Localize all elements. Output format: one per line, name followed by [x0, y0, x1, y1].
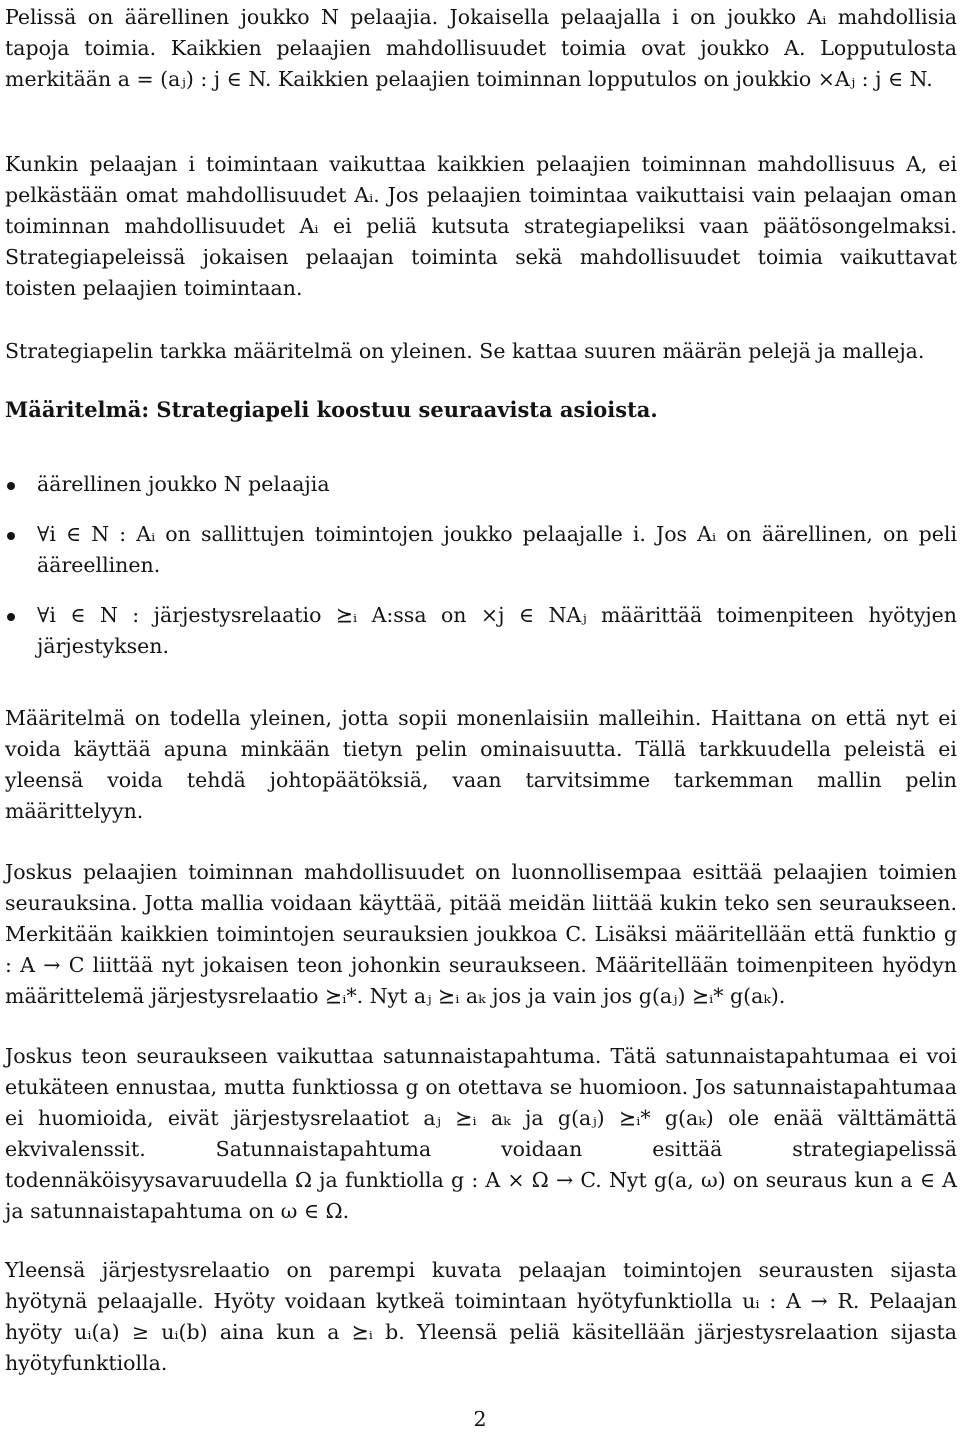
bullet-icon	[7, 482, 15, 490]
bullet-icon	[7, 532, 15, 540]
paragraph-players-intro: Pelissä on äärellinen joukko N pelaajia. Jokaisella pelaajalla i on joukko Aᵢ mahdollisia tapoja toimia. Kaikkien pelaajien mahdollisuudet toimia ovat joukko A. Lopputulosta merkitään a = (aⱼ) : j ∈ N. Kaikkien pelaajien toiminnan lopputulos on joukkio ×Aⱼ : j ∈ N.	[5, 5, 957, 91]
paragraph-strategic-interaction: Kunkin pelaajan i toimintaan vaikuttaa kaikkien pelaajien toiminnan mahdollisuus A, ei pelkästään omat mahdollisuudet Aᵢ. Jos pelaajien toimintaa vaikuttaisi vain pelaajan oman toiminnan mahdollisuudet Aᵢ ei peliä kutsuta strategiapeliksi vaan päätösongelmaksi. Strategiapeleissä jokaisen pelaajan toiminta sekä mahdollisuudet toimia vaikuttavat toisten pelaajien toimintaan.	[5, 152, 957, 300]
paragraph-random-events: Joskus teon seuraukseen vaikuttaa satunnaistapahtuma. Tätä satunnaistapahtumaa ei voi etukäteen ennustaa, mutta funktiossa g on otettava se huomioon. Jos satunnaistapahtumaa ei huomioida, eivät järjestysrelaatiot aⱼ ⪰ᵢ aₖ ja g(aⱼ) ⪰ᵢ* g(aₖ) ole enää välttämättä ekvivalenssit. Satunnaistapahtuma voidaan esittää strategiapelissä todennäköisyysavaruudella Ω ja funktiolla g : A × Ω → C. Nyt g(a, ω) on seuraus kun a ∈ A ja satunnaistapahtuma on ω ∈ Ω.	[5, 1044, 957, 1223]
definition-bullet-list	[5, 469, 957, 662]
bullet-text: äärellinen joukko N pelaajia	[37, 472, 330, 496]
bullet-icon	[7, 613, 15, 621]
list-item	[5, 600, 957, 662]
list-item	[5, 519, 957, 581]
paragraph-utility-function: Yleensä järjestysrelaatio on parempi kuvata pelaajan toimintojen seurausten sijasta hyötynä pelaajalle. Hyöty voidaan kytkeä toimintaan hyötyfunktiolla uᵢ : A → R. Pelaajan hyöty uᵢ(a) ≥ uᵢ(b) aina kun a ⪰ᵢ b. Yleensä peliä käsitellään järjestysrelaation sijasta hyötyfunktiolla.	[5, 1258, 957, 1375]
paragraph-definition-remark: Määritelmä on todella yleinen, jotta sopii monenlaisiin malleihin. Haittana on että nyt ei voida käyttää apuna minkään tietyn pelin ominaisuutta. Tällä tarkkuudella peleistä ei yleensä voida tehdä johtopäätöksiä, vaan tarvitsimme tarkemman mallin pelin määrittelyyn.	[5, 706, 957, 823]
list-item	[5, 469, 957, 500]
bullet-text: ∀i ∈ N : Aᵢ on sallittujen toimintojen joukko pelaajalle i. Jos Aᵢ on äärellinen, on peli ääreellinen.	[37, 522, 957, 577]
definition-heading: Määritelmä: Strategiapeli koostuu seuraavista asioista.	[5, 397, 658, 422]
page-number: 2	[473, 1407, 487, 1431]
paragraph-consequences: Joskus pelaajien toiminnan mahdollisuudet on luonnollisempaa esittää pelaajien toimien seurauksina. Jotta mallia voidaan käyttää, pitää meidän liittää kukin teko sen seuraukseen. Merkitään kaikkien toimintojen seurauksien joukkoa C. Lisäksi määritellään että funktio g : A → C liittää nyt jokaisen teon johonkin seuraukseen. Määritellään toimenpiteen hyödyn määrittelemä järjestysrelaatio ⪰ᵢ*. Nyt aⱼ ⪰ᵢ aₖ jos ja vain jos g(aⱼ) ⪰ᵢ* g(aₖ).	[5, 860, 957, 1008]
paragraph-definition-general: Strategiapelin tarkka määritelmä on yleinen. Se kattaa suuren määrän pelejä ja malleja.	[5, 339, 925, 363]
bullet-text: ∀i ∈ N : järjestysrelaatio ⪰ᵢ A:ssa on ×j ∈ NAⱼ määrittää toimenpiteen hyötyjen järjestyksen.	[37, 603, 957, 658]
